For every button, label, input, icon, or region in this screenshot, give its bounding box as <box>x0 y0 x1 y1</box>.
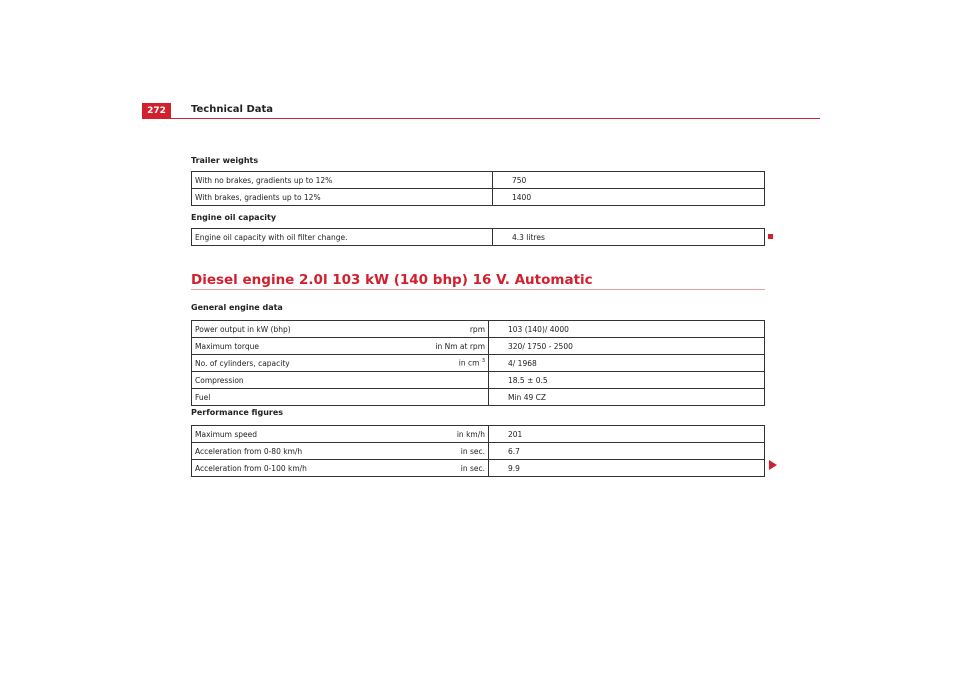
row-value: Min 49 CZ <box>505 389 765 406</box>
trailer-table <box>191 171 765 206</box>
table-row <box>192 321 765 338</box>
row-value: 4/ 1968 <box>505 355 765 372</box>
row-label: Power output in kW (bhp) <box>192 321 379 338</box>
table-row <box>192 389 765 406</box>
row-label: Engine oil capacity with oil filter change. <box>192 229 493 246</box>
row-value: 750 <box>509 172 765 189</box>
row-value: 18.5 ± 0.5 <box>505 372 765 389</box>
engine-heading: General engine data <box>191 303 283 312</box>
unit-superscript: 3 <box>481 358 485 365</box>
table-row <box>192 460 765 477</box>
row-unit <box>378 372 489 389</box>
oil-heading: Engine oil capacity <box>191 213 277 222</box>
row-label: No. of cylinders, capacity <box>192 355 379 372</box>
row-label: With brakes, gradients up to 12% <box>192 189 493 206</box>
row-label: Acceleration from 0-80 km/h <box>192 443 379 460</box>
header-title: Technical Data <box>191 104 274 115</box>
header-rule <box>142 118 820 119</box>
page-number: 272 <box>142 103 171 119</box>
row-label: Maximum speed <box>192 426 379 443</box>
row-unit: in km/h <box>378 426 489 443</box>
section-end-marker <box>768 234 773 239</box>
row-value: 6.7 <box>505 443 765 460</box>
row-unit: rpm <box>378 321 489 338</box>
table-row <box>192 229 765 246</box>
row-unit <box>378 389 489 406</box>
title-rule <box>191 289 765 290</box>
performance-table <box>191 425 765 477</box>
performance-heading: Performance figures <box>191 408 284 417</box>
row-label: Maximum torque <box>192 338 379 355</box>
row-label: Fuel <box>192 389 379 406</box>
row-value: 9.9 <box>505 460 765 477</box>
row-label: With no brakes, gradients up to 12% <box>192 172 493 189</box>
table-row <box>192 338 765 355</box>
table-row <box>192 189 765 206</box>
row-value: 320/ 1750 - 2500 <box>505 338 765 355</box>
row-unit: in sec. <box>378 443 489 460</box>
continue-arrow-icon <box>769 460 777 470</box>
row-value: 1400 <box>509 189 765 206</box>
table-row <box>192 172 765 189</box>
oil-table <box>191 228 765 246</box>
table-row <box>192 372 765 389</box>
row-unit <box>378 355 489 372</box>
section-title: Diesel engine 2.0l 103 kW (140 bhp) 16 V. Automatic <box>191 272 593 288</box>
row-unit: in sec. <box>378 460 489 477</box>
table-row <box>192 426 765 443</box>
trailer-heading: Trailer weights <box>191 156 259 165</box>
row-value: 201 <box>505 426 765 443</box>
row-value: 4.3 litres <box>509 229 765 246</box>
unit-text: in cm <box>458 358 480 368</box>
row-label: Acceleration from 0-100 km/h <box>192 460 379 477</box>
row-label: Compression <box>192 372 379 389</box>
row-value: 103 (140)/ 4000 <box>505 321 765 338</box>
engine-table <box>191 320 765 406</box>
row-unit: in Nm at rpm <box>378 338 489 355</box>
table-row <box>192 355 765 372</box>
table-row <box>192 443 765 460</box>
